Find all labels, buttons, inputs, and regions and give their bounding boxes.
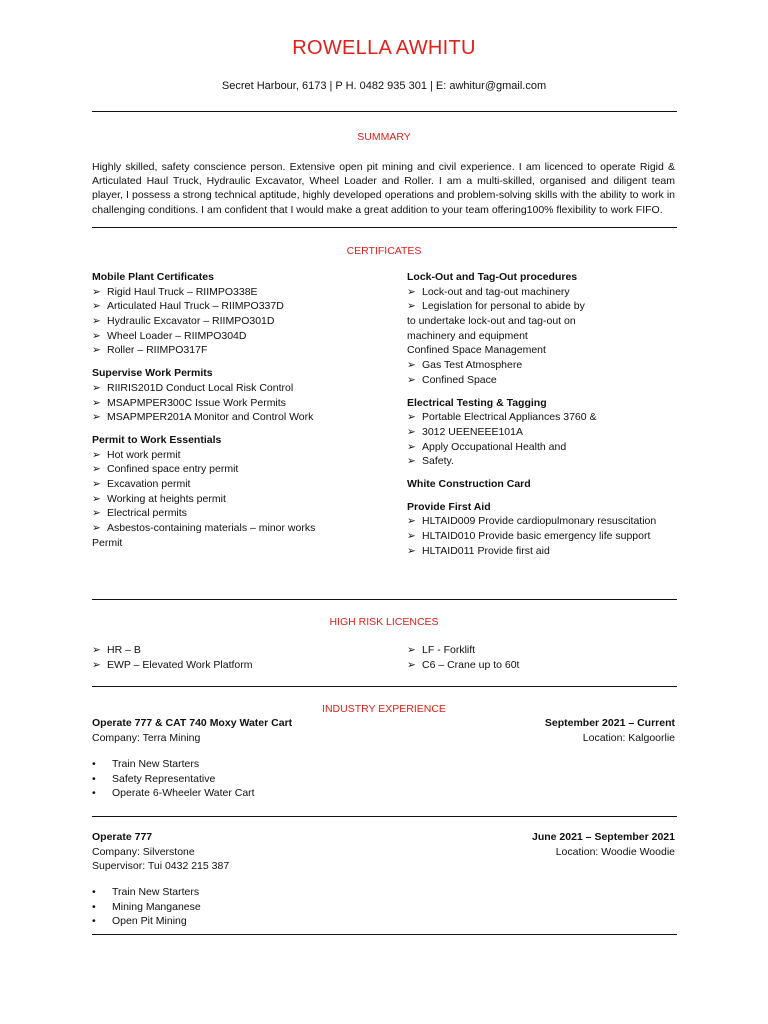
certificate-item: ➢ Roller – RIIMPO317F xyxy=(92,344,208,357)
certificate-item: ➢ Portable Electrical Appliances 3760 & xyxy=(407,411,597,424)
bullet-icon: • xyxy=(92,900,96,913)
arrow-bullet-icon: ➢ xyxy=(92,300,101,313)
arrow-bullet-icon: ➢ xyxy=(92,477,101,490)
licences-heading: HIGH RISK LICENCES xyxy=(329,616,439,628)
contact-details: Secret Harbour, 6173 | P H. 0482 935 301 | E: awhitur@gmail.com xyxy=(221,80,547,92)
arrow-bullet-icon: ➢ xyxy=(92,344,101,357)
arrow-bullet-icon: ➢ xyxy=(92,644,101,656)
job-dates: September 2021 – Current xyxy=(544,717,675,729)
arrow-bullet-icon: ➢ xyxy=(407,530,416,542)
arrow-bullet-icon: ➢ xyxy=(92,411,101,424)
certificate-item: ➢ Hydraulic Excavator – RIIMPO301D xyxy=(92,315,275,328)
certificates-left-column xyxy=(92,270,392,550)
licence-item: ➢ EWP – Elevated Work Platform xyxy=(92,658,253,671)
job-duties xyxy=(92,757,472,801)
arrow-bullet-icon: ➢ xyxy=(92,463,101,476)
certificate-item: ➢ Working at heights permit xyxy=(92,492,226,505)
job-dates: June 2021 – September 2021 xyxy=(531,831,675,843)
arrow-bullet-icon: ➢ xyxy=(407,544,416,557)
bullet-icon: • xyxy=(92,787,96,800)
certificate-item-continuation: machinery and equipment xyxy=(407,329,528,342)
arrow-bullet-icon: ➢ xyxy=(407,644,416,656)
job-title: Operate 777 xyxy=(92,831,153,843)
job-title: Operate 777 & CAT 740 Moxy Water Cart xyxy=(92,717,293,729)
certificate-group-heading: Supervise Work Permits xyxy=(92,367,213,380)
bullet-icon: • xyxy=(92,886,96,898)
arrow-bullet-icon: ➢ xyxy=(92,658,101,671)
arrow-bullet-icon: ➢ xyxy=(92,396,101,409)
summary-text: Highly skilled, safety conscience person. Extensive open pit mining and civil experience. I am licenced to operate Rigid & Articulated Haul Truck, Hydraulic Excavator, Wheel Loader and Roller. I am a multi-skilled, organised and diligent team player, I possess a strong technical aptitude, highly developed operations and problem-solving skills with the ability to work in challenging conditions. I am confident that I would make a great addition to your team offering100% flexibility to work FIFO. xyxy=(92,161,675,216)
arrow-bullet-icon: ➢ xyxy=(407,455,416,468)
divider xyxy=(92,599,677,600)
list-item: • Mining Manganese xyxy=(92,900,201,913)
candidate-name: ROWELLA AWHITU xyxy=(292,37,476,59)
job-company: Company: Terra Mining xyxy=(92,731,201,744)
certificate-item: ➢ Electrical permits xyxy=(92,507,187,520)
job-meta xyxy=(440,830,675,859)
experience-heading: INDUSTRY EXPERIENCE xyxy=(322,703,446,715)
arrow-bullet-icon: ➢ xyxy=(92,492,101,505)
job-entry xyxy=(92,830,472,874)
certificate-group-heading: Mobile Plant Certificates xyxy=(92,271,214,283)
bullet-icon: • xyxy=(92,915,96,928)
arrow-bullet-icon: ➢ xyxy=(92,329,101,342)
job-supervisor: Supervisor: Tui 0432 215 387 xyxy=(92,860,230,873)
certificate-item: ➢ RIIRIS201D Conduct Local Risk Control xyxy=(92,381,294,394)
certificate-item: ➢ Rigid Haul Truck – RIIMPO338E xyxy=(92,285,258,298)
certificate-group-heading: Provide First Aid xyxy=(407,500,491,513)
certificate-item: ➢ Articulated Haul Truck – RIIMPO337D xyxy=(92,300,284,313)
licences-left-list xyxy=(92,643,392,672)
job-location: Location: Woodie Woodie xyxy=(555,845,675,858)
certificate-item-continuation: Confined Space Management xyxy=(407,344,546,357)
divider xyxy=(92,816,677,817)
spacer xyxy=(407,492,682,500)
certificate-item: ➢ Asbestos-containing materials – minor works xyxy=(92,522,316,534)
job-company: Company: Silverstone xyxy=(92,845,195,858)
arrow-bullet-icon: ➢ xyxy=(407,658,416,671)
licence-item: ➢ C6 – Crane up to 60t xyxy=(407,658,520,671)
certificate-item: ➢ Excavation permit xyxy=(92,477,191,490)
list-item: • Train New Starters xyxy=(92,758,200,770)
certificate-item: ➢ MSAPMPER201A Monitor and Control Work xyxy=(92,411,314,424)
certificate-item: ➢ Legislation for personal to abide by xyxy=(407,300,585,313)
certificate-item: ➢ Hot work permit xyxy=(92,448,181,461)
certificate-group-heading: Permit to Work Essentials xyxy=(92,433,222,446)
certificates-heading: CERTIFICATES xyxy=(346,245,422,257)
certificates-right-column xyxy=(407,270,682,558)
arrow-bullet-icon: ➢ xyxy=(92,522,101,534)
certificate-group-heading: Lock-Out and Tag-Out procedures xyxy=(407,271,578,283)
arrow-bullet-icon: ➢ xyxy=(407,515,416,528)
arrow-bullet-icon: ➢ xyxy=(407,411,416,424)
certificate-item: ➢ Safety. xyxy=(407,455,454,468)
certificate-item-continuation: Permit xyxy=(92,536,123,549)
arrow-bullet-icon: ➢ xyxy=(407,300,416,313)
certificate-item: ➢ HLTAID009 Provide cardiopulmonary resuscitation xyxy=(407,515,657,528)
job-location: Location: Kalgoorlie xyxy=(582,731,675,744)
licence-item: ➢ HR – B xyxy=(92,644,141,656)
job-entry xyxy=(92,716,472,745)
certificate-item: ➢ HLTAID011 Provide first aid xyxy=(407,544,550,557)
arrow-bullet-icon: ➢ xyxy=(407,440,416,453)
divider xyxy=(92,227,677,228)
licence-item: ➢ LF - Forklift xyxy=(407,644,476,656)
bullet-icon: • xyxy=(92,758,96,770)
arrow-bullet-icon: ➢ xyxy=(407,373,416,386)
job-duties xyxy=(92,885,472,929)
job-meta xyxy=(440,716,675,745)
certificate-item: ➢ Confined space entry permit xyxy=(92,463,239,476)
arrow-bullet-icon: ➢ xyxy=(92,507,101,520)
certificate-item: ➢ Confined Space xyxy=(407,373,497,386)
certificate-group-heading: Electrical Testing & Tagging xyxy=(407,396,547,409)
spacer xyxy=(92,358,392,366)
certificate-item-continuation: to undertake lock-out and tag-out on xyxy=(407,315,576,328)
divider xyxy=(92,686,677,687)
list-item: • Operate 6-Wheeler Water Cart xyxy=(92,787,255,800)
spacer xyxy=(407,388,682,396)
list-item: • Open Pit Mining xyxy=(92,915,187,928)
arrow-bullet-icon: ➢ xyxy=(407,285,416,298)
spacer xyxy=(92,425,392,433)
arrow-bullet-icon: ➢ xyxy=(92,448,101,461)
summary-heading: SUMMARY xyxy=(357,131,411,143)
licences-right-list xyxy=(407,643,682,672)
certificate-item: ➢ Lock-out and tag-out machinery xyxy=(407,285,570,298)
certificate-item: ➢ HLTAID010 Provide basic emergency life support xyxy=(407,530,651,542)
arrow-bullet-icon: ➢ xyxy=(407,359,416,372)
certificate-group-heading: White Construction Card xyxy=(407,477,531,490)
certificate-item: ➢ Gas Test Atmosphere xyxy=(407,359,523,372)
certificate-item: ➢ 3012 UEENEEE101A xyxy=(407,425,523,438)
certificate-item: ➢ Apply Occupational Health and xyxy=(407,440,567,453)
divider xyxy=(92,111,677,112)
bullet-icon: • xyxy=(92,772,96,785)
arrow-bullet-icon: ➢ xyxy=(92,381,101,394)
list-item: • Safety Representative xyxy=(92,772,216,785)
certificate-item: ➢ Wheel Loader – RIIMPO304D xyxy=(92,329,247,342)
arrow-bullet-icon: ➢ xyxy=(407,425,416,438)
spacer xyxy=(407,469,682,477)
divider xyxy=(92,934,677,935)
arrow-bullet-icon: ➢ xyxy=(92,285,101,298)
arrow-bullet-icon: ➢ xyxy=(92,315,101,328)
list-item: • Train New Starters xyxy=(92,886,200,898)
certificate-item: ➢ MSAPMPER300C Issue Work Permits xyxy=(92,396,286,409)
